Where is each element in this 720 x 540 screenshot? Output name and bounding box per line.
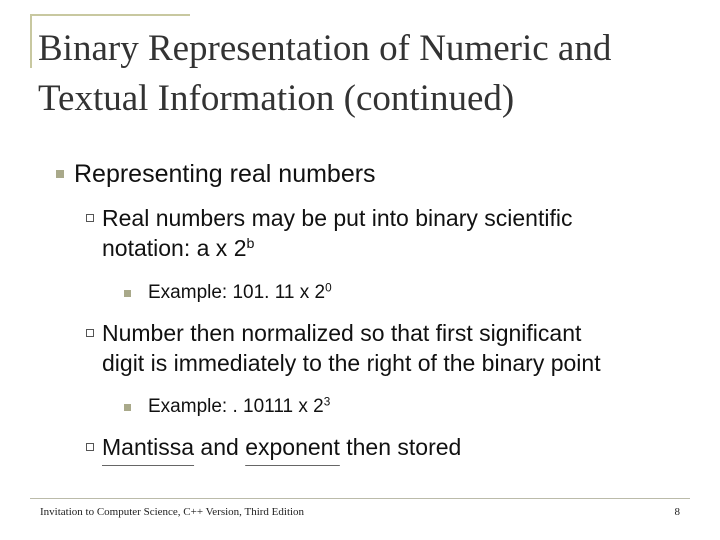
bullet-real-numbers-scientific (102, 203, 572, 263)
mantissa-term: Mantissa (102, 434, 195, 460)
hollow-square-bullet-icon (86, 329, 94, 337)
footer-divider (30, 498, 690, 499)
footer-text: Invitation to Computer Science, C++ Version, Third Edition (40, 506, 305, 518)
example-text: Example: . 10111 x 2 (148, 396, 324, 417)
title-frame-top (30, 14, 190, 16)
bullet-line: Number then normalized so that first significant (102, 320, 582, 346)
bullet-line: notation: a x 2 (102, 235, 247, 261)
square-bullet-icon (56, 170, 64, 178)
bullet-rest: then stored (339, 434, 462, 460)
example-text: Example: 101. 11 x 2 (148, 282, 326, 303)
superscript: 3 (323, 395, 331, 409)
slide-title (38, 24, 708, 124)
superscript: 0 (325, 281, 332, 295)
hollow-square-bullet-icon (86, 443, 94, 451)
hollow-square-bullet-icon (86, 214, 94, 222)
bullet-line: digit is immediately to the right of the binary point (102, 350, 601, 376)
example-1 (148, 280, 332, 306)
bullet-normalized (102, 318, 601, 378)
page-number: 8 (674, 506, 680, 518)
exponent-term: exponent (245, 434, 340, 460)
bullet-connector: and (194, 434, 246, 460)
title-line-2: Textual Information (continued) (38, 78, 515, 119)
bullet-line: Real numbers may be put into binary scientific (102, 205, 573, 231)
square-bullet-icon (124, 404, 131, 411)
bullet-representing-real-numbers: Representing real numbers (74, 160, 376, 188)
square-bullet-icon (124, 290, 131, 297)
bullet-mantissa-exponent (102, 432, 461, 462)
title-frame-left (30, 14, 32, 68)
title-line-1: Binary Representation of Numeric and (38, 28, 612, 69)
superscript: b (246, 236, 255, 253)
example-2 (148, 394, 330, 420)
